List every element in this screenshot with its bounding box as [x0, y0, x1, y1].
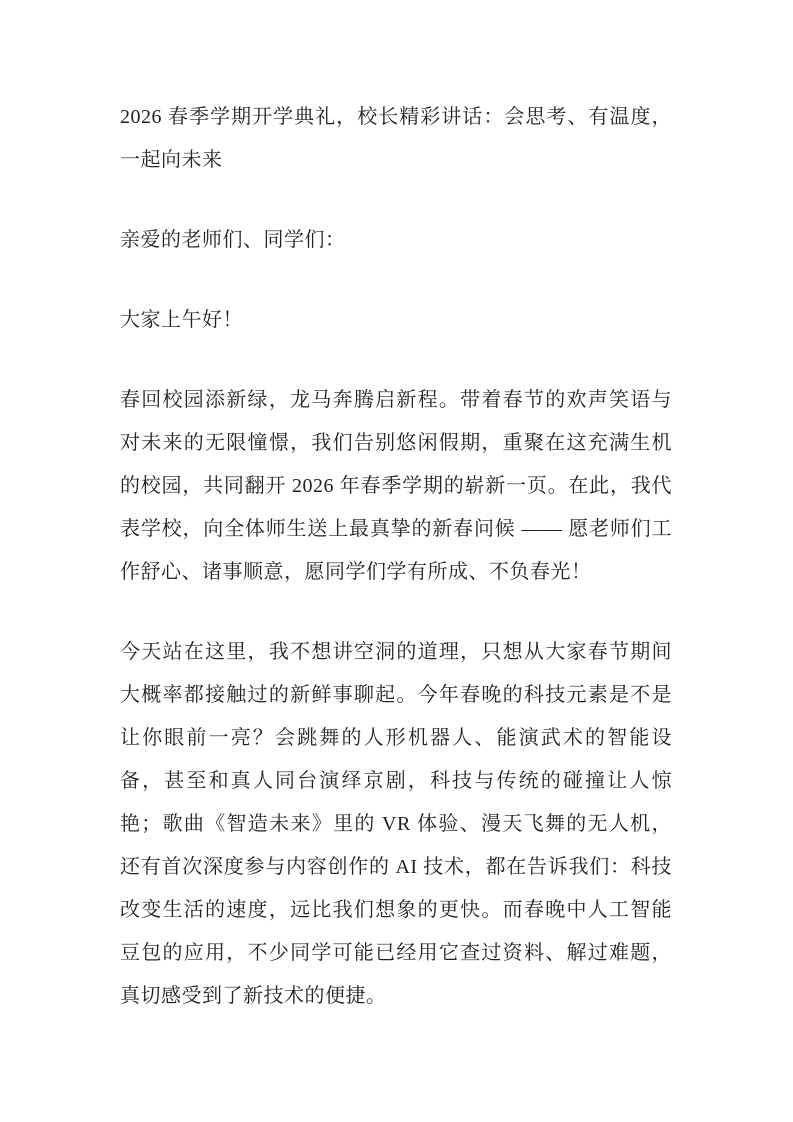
greeting-line: 大家上午好！: [120, 309, 243, 331]
body-paragraph-technology: 今天站在这里，我不想讲空洞的道理，只想从大家春节期间大概率都接触过的新鲜事聊起。今年春晚的科技元素是不是让你眼前一亮？会跳舞的人形机器人、能演武术的智能设备，甚至和真人同台演绎京剧，科技与传统的碰撞让人惊艳；歌曲《智造未来》里的 VR 体验、漫天飞舞的无人机，还有首次深度参与内容创作的 AI 技术，都在告诉我们：科技改变生活的速度，远比我们想象的更快。而春晚中人工智能豆包的应用，不少同学可能已经用它查过资料、解过难题，真切感受到了新技术的便捷。: [120, 641, 672, 1007]
document-title: 2026 春季学期开学典礼，校长精彩讲话：会思考、有温度，一起向未来: [120, 106, 672, 171]
salutation-line: 亲爱的老师们、同学们：: [120, 229, 346, 251]
body-paragraph-spring-welcome: 春回校园添新绿，龙马奔腾启新程。带着春节的欢声笑语与对未来的无限憧憬，我们告别悠闲假期，重聚在这充满生机的校园，共同翻开 2026 年春季学期的崭新一页。在此，我代表学校，向全体师生送上最真挚的新春问候 —— 愿老师们工作舒心、诸事顺意，愿同学们学有所成、不负春光！: [120, 389, 672, 583]
